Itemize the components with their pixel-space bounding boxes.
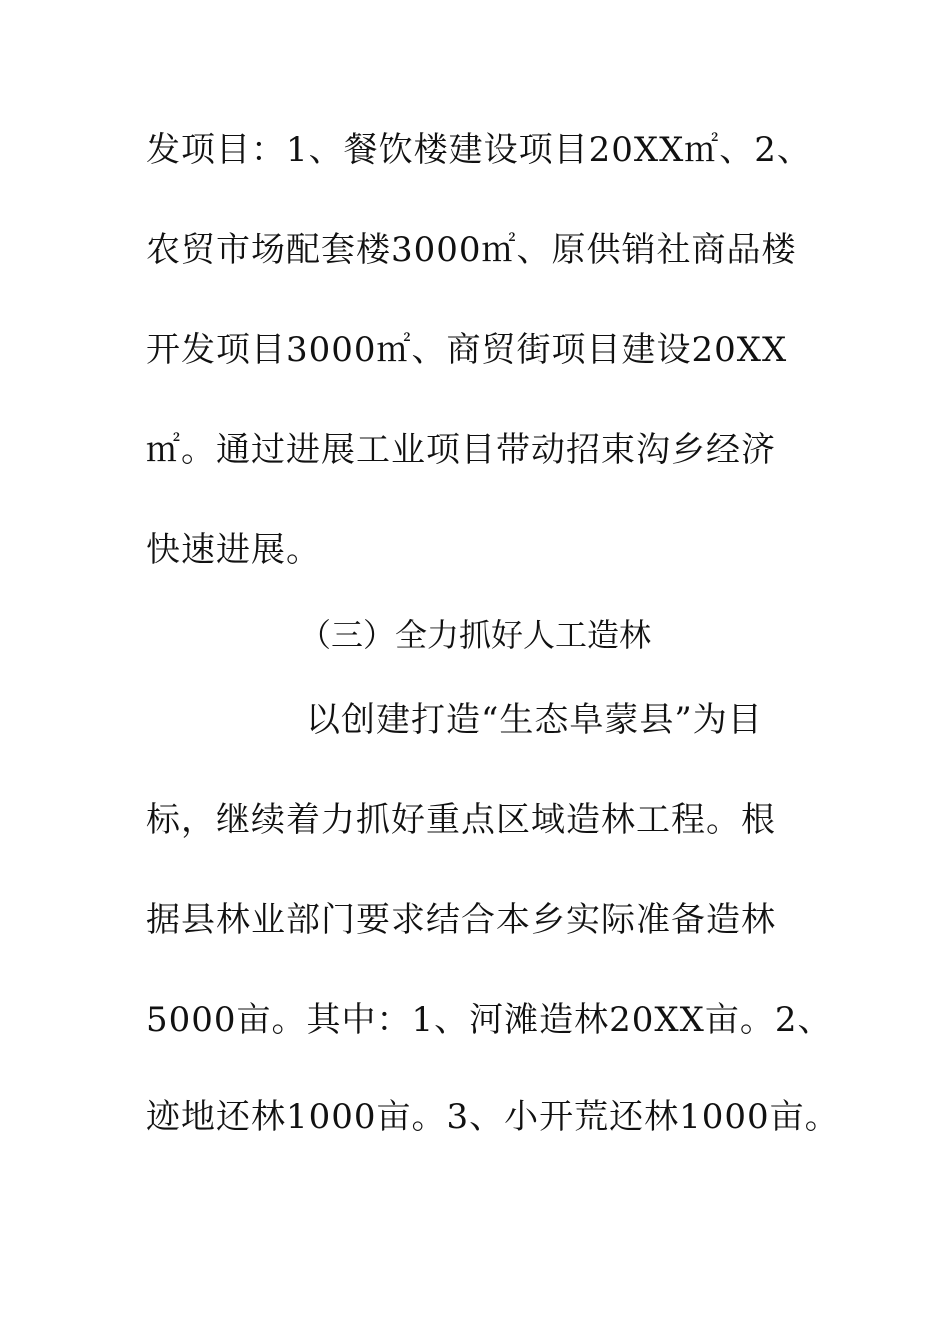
paragraph-line: 迹地还林1000亩。3、小开荒还林1000亩。 [146,1097,840,1137]
paragraph-line: 5000亩。其中：1、河滩造林20XX亩。2、 [146,1000,833,1040]
paragraph-line: ㎡。通过进展工业项目带动招束沟乡经济 [146,430,776,470]
paragraph-line: 标，继续着力抓好重点区域造林工程。根 [146,800,776,840]
section-heading: （三）全力抓好人工造林 [298,616,651,654]
paragraph-line: 发项目：1、餐饮楼建设项目20XX㎡、2、 [146,130,812,170]
paragraph-line: 据县林业部门要求结合本乡实际准备造林 [146,900,776,940]
paragraph-line: 以创建打造“生态阜蒙县”为目 [306,700,763,740]
paragraph-line: 快速进展。 [146,530,321,570]
paragraph-line: 农贸市场配套楼3000㎡、原供销社商品楼 [146,230,797,270]
paragraph-line: 开发项目3000㎡、商贸街项目建设20XX [146,330,788,370]
